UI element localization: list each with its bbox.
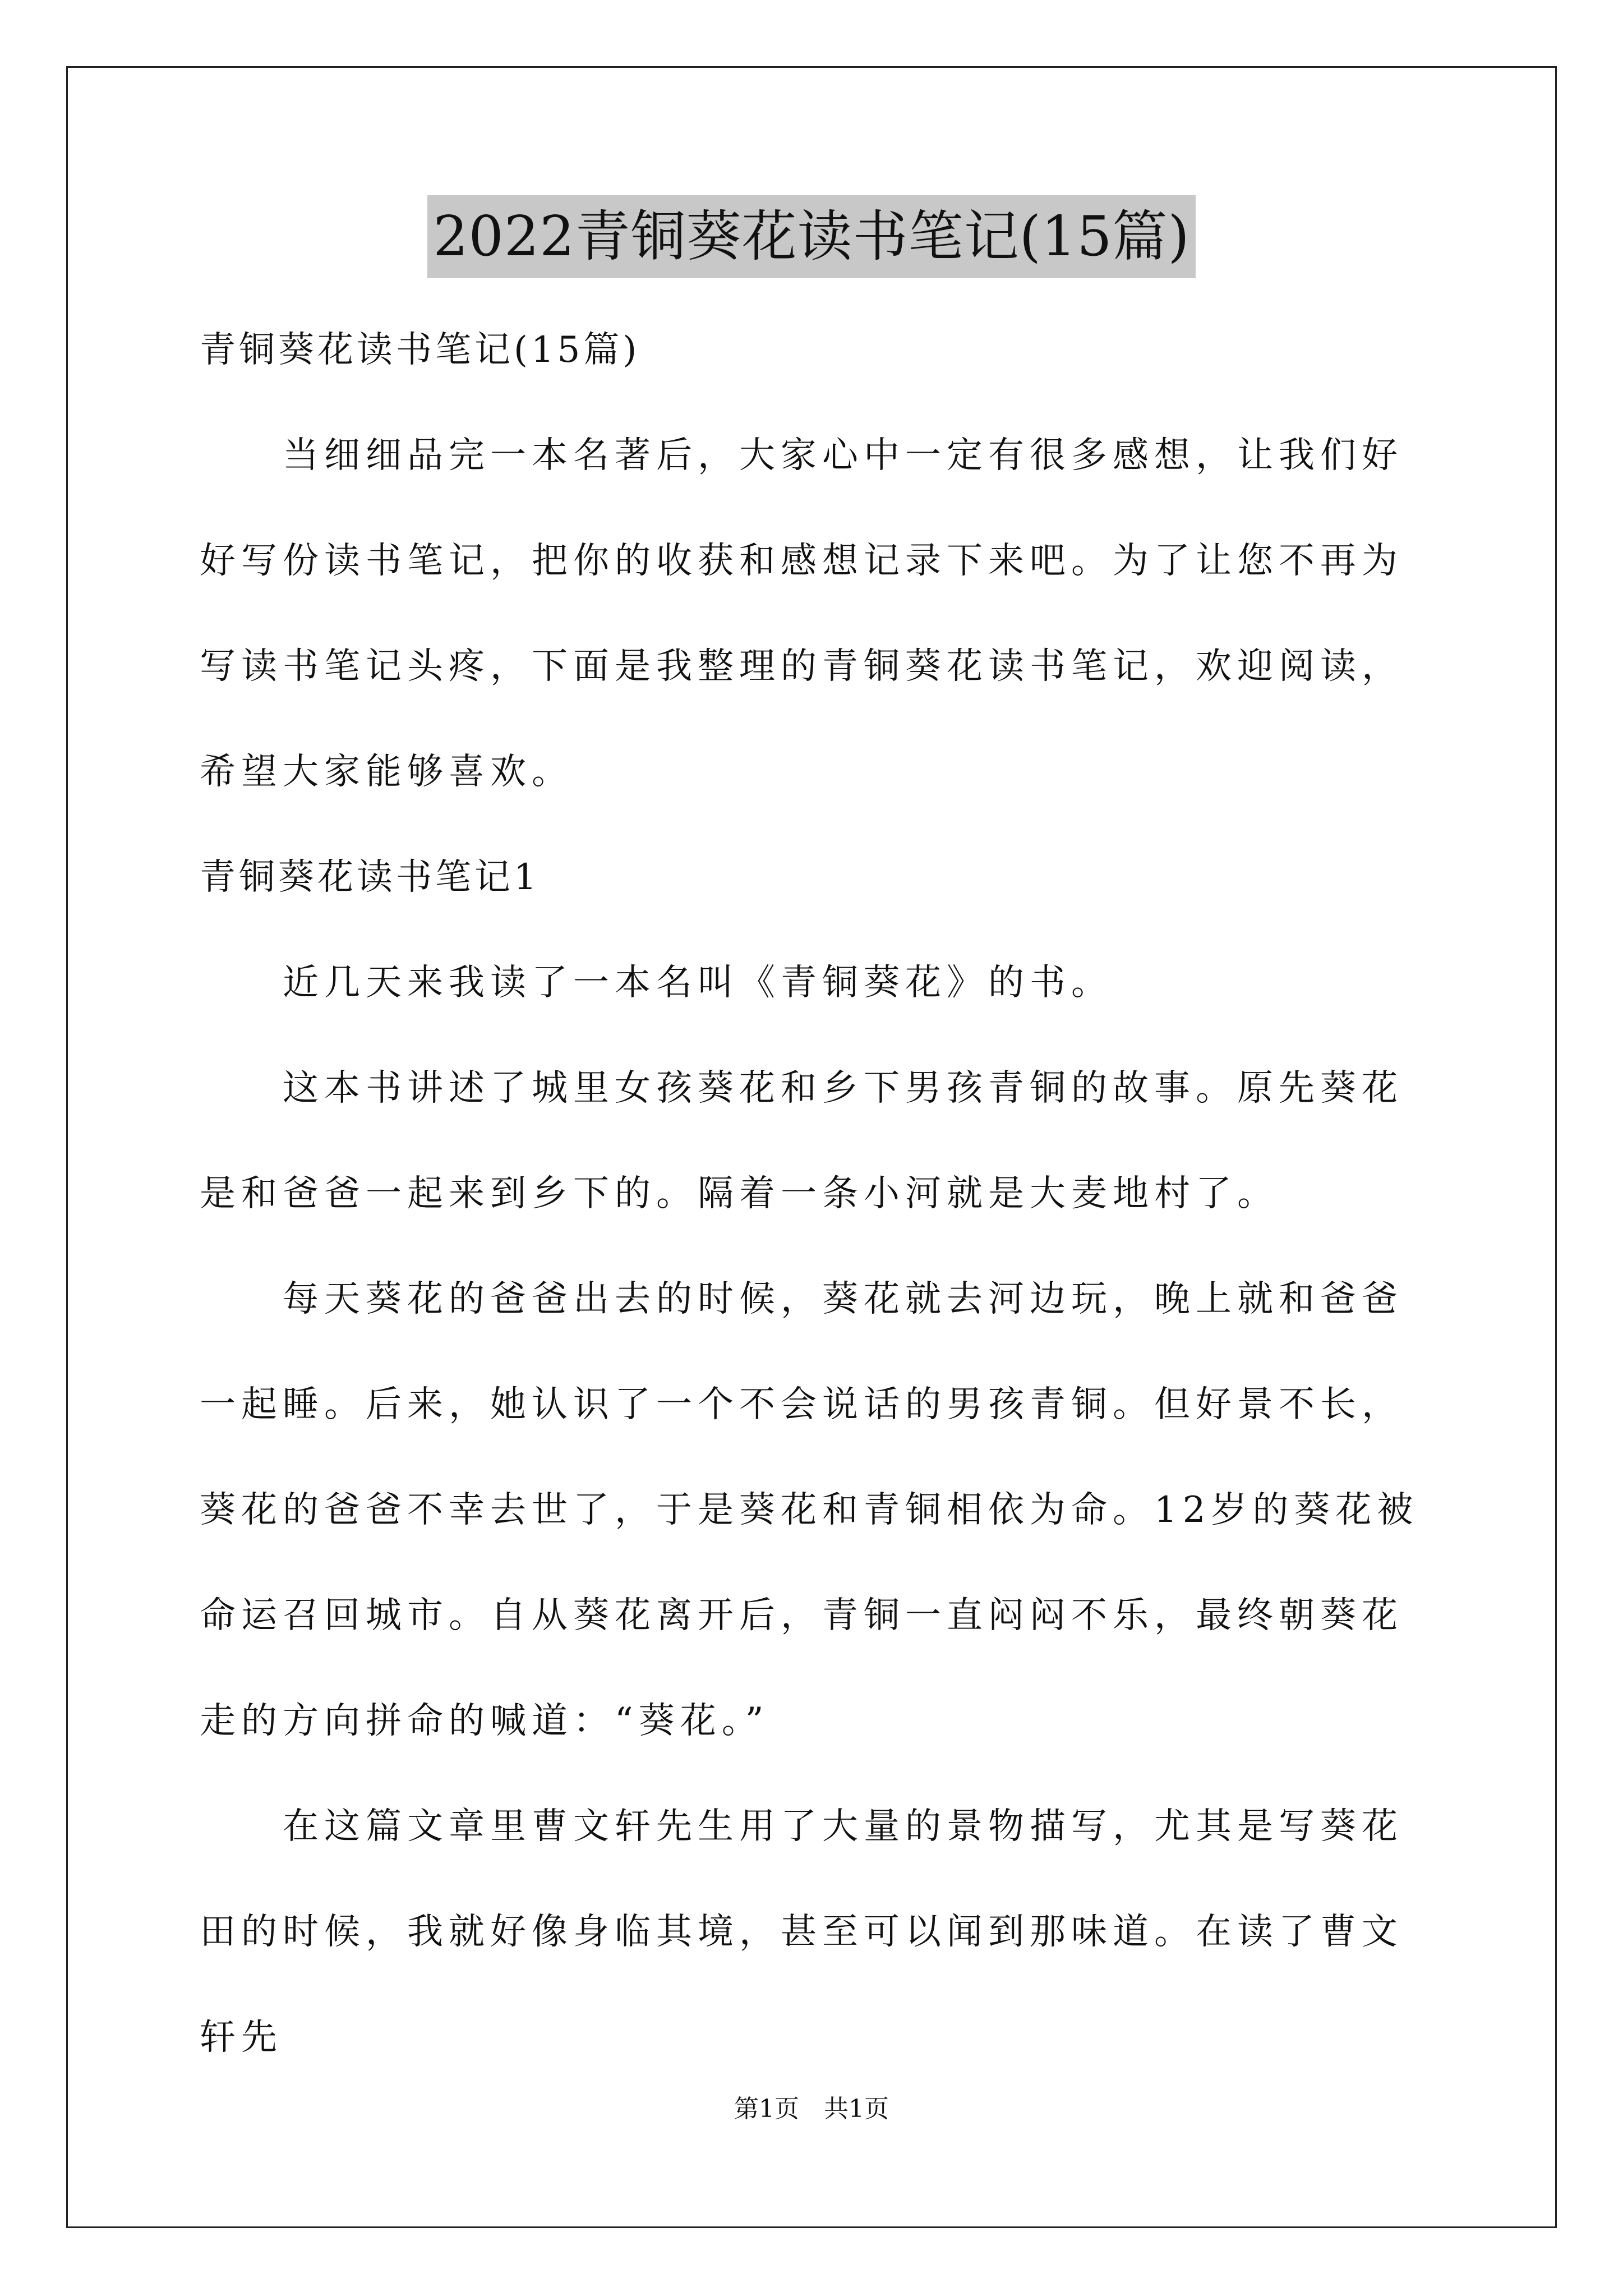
page-footer: 第1页 共1页 — [734, 2095, 889, 2123]
section-heading-1: 青铜葵花读书笔记1 — [200, 857, 540, 898]
document-title: 2022青铜葵花读书笔记(15篇) — [427, 195, 1196, 278]
body-paragraph: 每天葵花的爸爸出去的时候，葵花就去河边玩，晚上就和爸爸一起睡。后来，她认识了一个不会说话的男孩青铜。但好景不长，葵花的爸爸不幸去世了，于是葵花和青铜相依为命。12岁的葵花被命运召回城市。自从葵花离开后，青铜一直闷闷不乐，最终朝葵花走的方向拼命的喊道：“葵花。” — [200, 1278, 1419, 1742]
document-body — [200, 297, 1424, 2090]
body-paragraph: 这本书讲述了城里女孩葵花和乡下男孩青铜的故事。原先葵花是和爸爸一起来到乡下的。隔着一条小河就是大麦地村了。 — [200, 1068, 1403, 1214]
subtitle-heading: 青铜葵花读书笔记(15篇) — [200, 329, 640, 371]
intro-paragraph: 当细细品完一本名著后，大家心中一定有很多感想，让我们好好写份读书笔记，把你的收获和感想记录下来吧。为了让您不再为写读书笔记头疼，下面是我整理的青铜葵花读书笔记，欢迎阅读，希望大家能够喜欢。 — [200, 435, 1403, 793]
title-wrap — [0, 195, 1623, 278]
body-paragraph: 在这篇文章里曹文轩先生用了大量的景物描写，尤其是写葵花田的时候，我就好像身临其境，甚至可以闻到那味道。在读了曹文轩先 — [200, 1806, 1403, 2058]
body-paragraph: 近几天来我读了一本名叫《青铜葵花》的书。 — [283, 962, 1113, 1004]
